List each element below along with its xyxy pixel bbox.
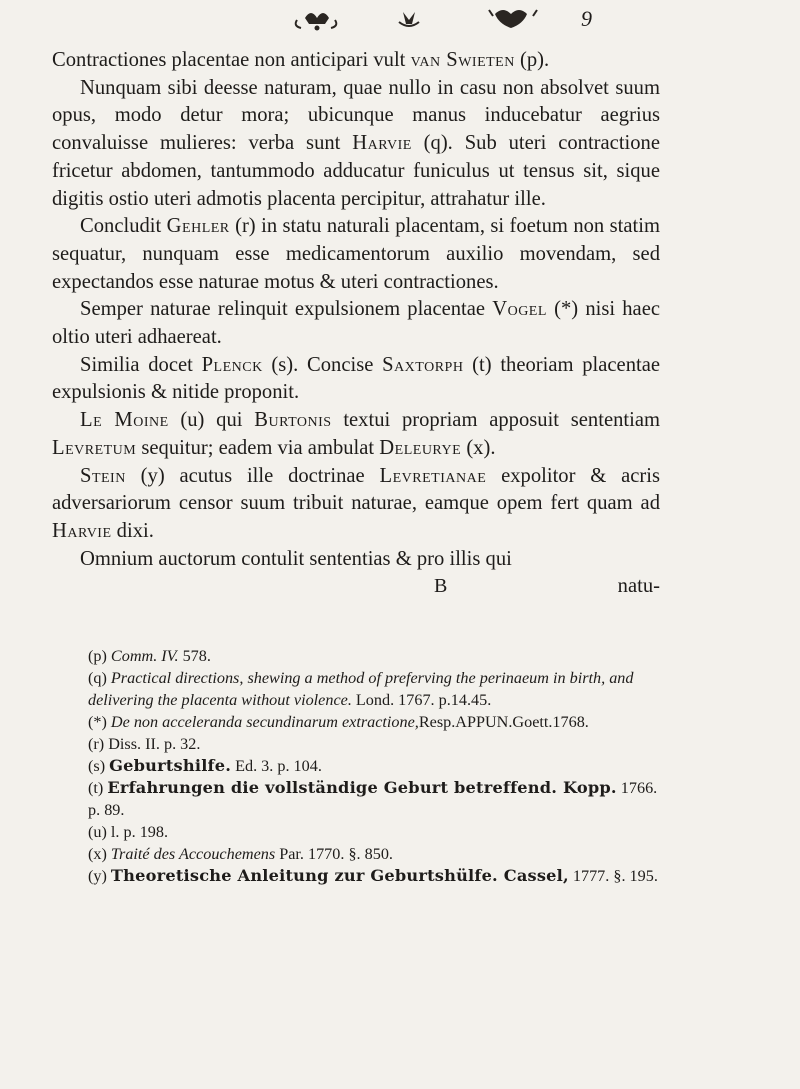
page-number: 9 bbox=[581, 6, 592, 31]
paragraph bbox=[52, 213, 660, 296]
author-name: Levretum bbox=[52, 436, 137, 459]
footnote-mark: (y) bbox=[88, 867, 107, 885]
author-name: Stein bbox=[80, 464, 126, 487]
signature-mark: B bbox=[434, 575, 448, 598]
footnote-p bbox=[88, 645, 673, 667]
footnote-text: Ed. 3. p. 104. bbox=[231, 757, 322, 775]
text-span: Sub uteri contractione fricetur abdomen, tantummodo adducatur funiculus ut tensus sit, sique digitis ostio uteri admotis placenta percipitur, attrahatur ille. bbox=[52, 132, 660, 210]
paragraph bbox=[52, 75, 660, 214]
footnote-title: Erfahrungen die vollständige Geburt betreffend. Kopp. bbox=[107, 778, 617, 797]
footnotes bbox=[88, 645, 673, 887]
footnote-mark: (*) bbox=[88, 713, 107, 731]
paragraph bbox=[52, 352, 660, 407]
footnote-mark: (u) bbox=[88, 823, 107, 841]
footnote-ref: (q). bbox=[411, 132, 453, 155]
text-span: Nunquam sibi deesse naturam, quae nullo in casu non absolvet suum opus, modo detur mora; ubicunque manus inducebatur aegrius convaluisse mulieres: verba sunt bbox=[52, 76, 660, 155]
author-name: Saxtorph bbox=[382, 353, 464, 376]
catchword: natu- bbox=[617, 575, 660, 598]
footnote-title: Comm. IV. bbox=[110, 647, 179, 665]
footnote-ref: (p). bbox=[514, 49, 550, 71]
footnote-u bbox=[88, 821, 673, 843]
footnote-s bbox=[88, 755, 673, 777]
footnote-mark: (x) bbox=[88, 845, 107, 863]
paragraph bbox=[52, 463, 660, 546]
text-span: textui propriam apposuit sententiam bbox=[331, 409, 660, 432]
author-name: Le Moine bbox=[80, 409, 169, 432]
footnote-text: 1777. §. 195. bbox=[568, 867, 658, 885]
footnote-t bbox=[88, 777, 673, 821]
text-span: Concludit bbox=[80, 215, 167, 238]
text-span: (s). Concise bbox=[262, 353, 383, 376]
footnote-text: Diss. II. p. 32. bbox=[108, 735, 201, 753]
footnote-text: Resp.APPUN.Goett.1768. bbox=[418, 713, 589, 731]
text-span: Omnium auctorum contulit sententias & pro illis qui bbox=[80, 547, 512, 570]
footnote-mark: (p) bbox=[88, 647, 107, 665]
footnote-text: Par. 1770. §. 850. bbox=[275, 845, 393, 863]
footnote-title: Geburtshilfe. bbox=[109, 756, 232, 775]
author-name: Plenck bbox=[201, 353, 263, 376]
footnote-mark: (r) bbox=[88, 735, 105, 753]
author-name: Levretianae bbox=[379, 464, 487, 487]
footnote-star bbox=[88, 711, 673, 733]
footnote-r bbox=[88, 733, 673, 755]
paragraph bbox=[52, 546, 660, 574]
signature-line bbox=[52, 573, 660, 600]
footnote-mark: (t) bbox=[88, 779, 104, 797]
text-span: (t) theoriam placentae expulsionis & nitide proponit. bbox=[52, 353, 660, 404]
footnote-mark: (q) bbox=[88, 669, 107, 687]
footnote-text: l. p. 198. bbox=[110, 823, 169, 841]
footnote-y bbox=[88, 865, 673, 887]
footnote-text: 1766. p. 89. bbox=[88, 779, 658, 819]
footnote-title: Theoretische Anleitung zur Geburtshülfe. Cassel, bbox=[110, 866, 569, 885]
main-text bbox=[52, 47, 660, 600]
text-span: (y) acutus ille doctrinae bbox=[125, 464, 380, 487]
text-span: (u) qui bbox=[168, 409, 255, 432]
author-name: Harvie bbox=[352, 132, 412, 155]
author-name: van Swieten bbox=[410, 49, 515, 71]
author-name: Gehler bbox=[166, 215, 230, 238]
author-name: Burtonis bbox=[254, 409, 332, 432]
footnote-mark: (s) bbox=[88, 757, 106, 775]
text-span: dixi. bbox=[111, 519, 154, 542]
footnote-title: Practical directions, shewing a method of preferving the perinaeum in birth, and delivering the placenta without violence. bbox=[88, 669, 634, 709]
header-ornament bbox=[275, 0, 555, 42]
paragraph bbox=[52, 296, 660, 351]
footnote-title: Traité des Accouchemens bbox=[110, 845, 276, 863]
footnote-q bbox=[88, 667, 673, 711]
footnote-x bbox=[88, 843, 673, 865]
author-name: Vogel bbox=[492, 298, 547, 321]
footnote-text: 578. bbox=[178, 647, 211, 665]
footnote-title: De non acceleranda secundinarum extractione, bbox=[110, 713, 419, 731]
paragraph bbox=[52, 47, 660, 75]
footnote-text: Lond. 1767. p.14.45. bbox=[351, 691, 492, 709]
author-name: Deleurye bbox=[379, 436, 462, 459]
text-span: (*) nisi haec oltio uteri adhaereat. bbox=[52, 298, 660, 349]
text-span: (x). bbox=[461, 436, 496, 459]
text-span: (r) in statu naturali placentam, si foetum non statim sequatur, nunquam esse medicamentorum auxilio movendam, sed expectandos esse naturae motus & uteri contractiones. bbox=[52, 215, 660, 293]
text-span: expolitor & acris adversariorum censor suum tribuit naturae, eamque opem fert quam ad bbox=[52, 464, 660, 515]
text-span: sequitur; eadem via ambulat bbox=[136, 436, 380, 459]
author-name: Harvie bbox=[52, 519, 112, 542]
text-span: Similia docet bbox=[80, 353, 202, 376]
text-span: Contractiones placentae non anticipari vult bbox=[52, 49, 411, 71]
text-span: Semper naturae relinquit expulsionem placentae bbox=[80, 298, 493, 321]
paragraph bbox=[52, 407, 660, 462]
